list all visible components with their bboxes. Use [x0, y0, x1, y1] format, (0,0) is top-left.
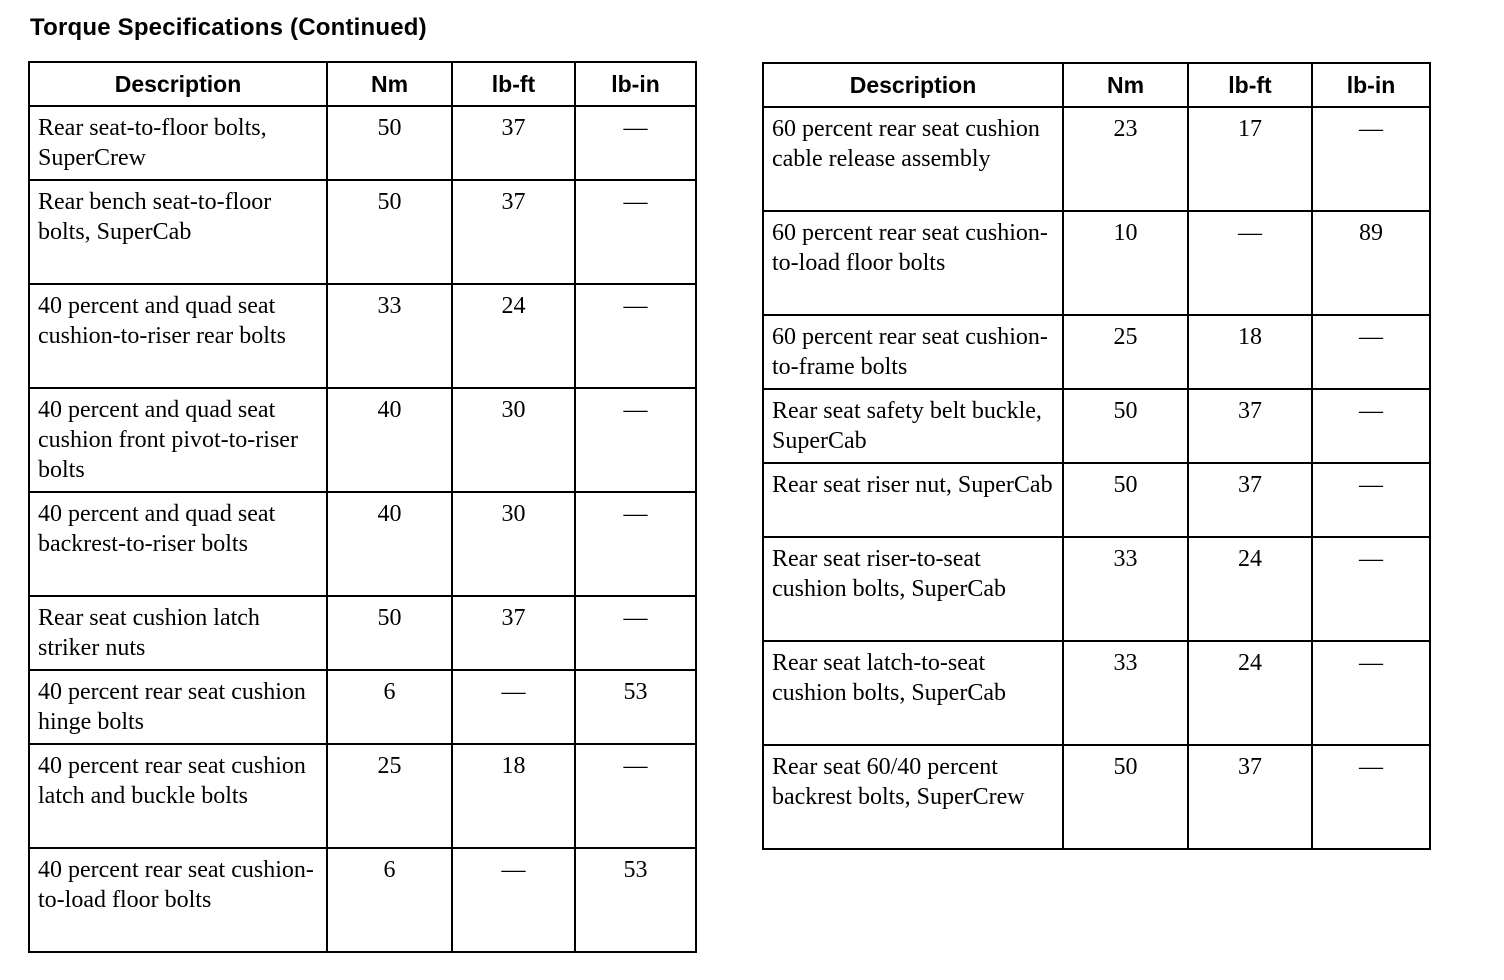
lbft-cell: 24	[452, 284, 575, 388]
description-cell: Rear seat cushion latch striker nuts	[29, 596, 327, 670]
lbin-cell: —	[1312, 537, 1430, 641]
description-cell: 40 percent rear seat cushion-to-load floor bolts	[29, 848, 327, 952]
nm-cell: 50	[327, 596, 452, 670]
column-header-lbin: lb-in	[575, 62, 696, 106]
lbft-cell: 18	[1188, 315, 1312, 389]
table-row	[29, 106, 696, 180]
nm-cell: 40	[327, 388, 452, 492]
table-row	[763, 107, 1430, 211]
description-cell: Rear seat latch-to-seat cushion bolts, SuperCab	[763, 641, 1063, 745]
lbft-cell: —	[452, 670, 575, 744]
description-cell: Rear seat safety belt buckle, SuperCab	[763, 389, 1063, 463]
table-row	[29, 180, 696, 284]
lbft-cell: —	[1188, 211, 1312, 315]
lbin-cell: 89	[1312, 211, 1430, 315]
nm-cell: 25	[1063, 315, 1188, 389]
description-cell: Rear seat-to-floor bolts, SuperCrew	[29, 106, 327, 180]
nm-cell: 33	[327, 284, 452, 388]
table-header-row	[29, 62, 696, 106]
nm-cell: 50	[327, 106, 452, 180]
description-cell: 40 percent and quad seat cushion front pivot-to-riser bolts	[29, 388, 327, 492]
description-cell: Rear bench seat-to-floor bolts, SuperCab	[29, 180, 327, 284]
lbin-cell: —	[1312, 745, 1430, 849]
nm-cell: 33	[1063, 641, 1188, 745]
column-header-nm: Nm	[1063, 63, 1188, 107]
table-row	[29, 744, 696, 848]
table-row	[763, 315, 1430, 389]
lbin-cell: —	[1312, 107, 1430, 211]
lbin-cell: —	[1312, 641, 1430, 745]
lbft-cell: 37	[1188, 463, 1312, 537]
nm-cell: 25	[327, 744, 452, 848]
lbin-cell: —	[575, 180, 696, 284]
lbin-cell: —	[1312, 463, 1430, 537]
nm-cell: 50	[1063, 745, 1188, 849]
table-row	[763, 389, 1430, 463]
nm-cell: 23	[1063, 107, 1188, 211]
lbin-cell: —	[575, 388, 696, 492]
description-cell: 40 percent rear seat cushion hinge bolts	[29, 670, 327, 744]
table-row	[763, 211, 1430, 315]
table-row	[763, 463, 1430, 537]
table-row	[763, 745, 1430, 849]
torque-table-left	[28, 61, 697, 953]
lbft-cell: —	[452, 848, 575, 952]
table-row	[29, 848, 696, 952]
description-cell: 60 percent rear seat cushion cable release assembly	[763, 107, 1063, 211]
column-header-lbin: lb-in	[1312, 63, 1430, 107]
lbin-cell: —	[575, 492, 696, 596]
lbft-cell: 24	[1188, 537, 1312, 641]
description-cell: 40 percent and quad seat backrest-to-riser bolts	[29, 492, 327, 596]
lbft-cell: 24	[1188, 641, 1312, 745]
table-row	[29, 492, 696, 596]
lbft-cell: 37	[452, 106, 575, 180]
lbin-cell: —	[575, 284, 696, 388]
description-cell: 60 percent rear seat cushion-to-load floor bolts	[763, 211, 1063, 315]
lbft-cell: 37	[1188, 745, 1312, 849]
lbin-cell: —	[1312, 389, 1430, 463]
nm-cell: 40	[327, 492, 452, 596]
torque-table-right	[762, 62, 1431, 850]
page-title: Torque Specifications (Continued)	[30, 14, 427, 41]
column-header-lbft: lb-ft	[1188, 63, 1312, 107]
lbft-cell: 17	[1188, 107, 1312, 211]
column-header-nm: Nm	[327, 62, 452, 106]
nm-cell: 50	[327, 180, 452, 284]
lbin-cell: 53	[575, 848, 696, 952]
table-row	[29, 388, 696, 492]
table-row	[29, 670, 696, 744]
table-row	[763, 641, 1430, 745]
nm-cell: 33	[1063, 537, 1188, 641]
table-row	[29, 284, 696, 388]
lbin-cell: 53	[575, 670, 696, 744]
table-row	[763, 537, 1430, 641]
lbft-cell: 37	[1188, 389, 1312, 463]
table-row	[29, 596, 696, 670]
description-cell: 60 percent rear seat cushion-to-frame bolts	[763, 315, 1063, 389]
description-cell: 40 percent rear seat cushion latch and buckle bolts	[29, 744, 327, 848]
lbin-cell: —	[1312, 315, 1430, 389]
column-header-description: Description	[763, 63, 1063, 107]
lbft-cell: 30	[452, 492, 575, 596]
nm-cell: 10	[1063, 211, 1188, 315]
column-header-description: Description	[29, 62, 327, 106]
lbft-cell: 37	[452, 180, 575, 284]
lbin-cell: —	[575, 106, 696, 180]
lbft-cell: 30	[452, 388, 575, 492]
description-cell: 40 percent and quad seat cushion-to-riser rear bolts	[29, 284, 327, 388]
nm-cell: 6	[327, 848, 452, 952]
nm-cell: 50	[1063, 463, 1188, 537]
column-header-lbft: lb-ft	[452, 62, 575, 106]
lbft-cell: 37	[452, 596, 575, 670]
lbft-cell: 18	[452, 744, 575, 848]
lbin-cell: —	[575, 596, 696, 670]
nm-cell: 50	[1063, 389, 1188, 463]
description-cell: Rear seat 60/40 percent backrest bolts, SuperCrew	[763, 745, 1063, 849]
description-cell: Rear seat riser-to-seat cushion bolts, SuperCab	[763, 537, 1063, 641]
table-header-row	[763, 63, 1430, 107]
lbin-cell: —	[575, 744, 696, 848]
description-cell: Rear seat riser nut, SuperCab	[763, 463, 1063, 537]
nm-cell: 6	[327, 670, 452, 744]
